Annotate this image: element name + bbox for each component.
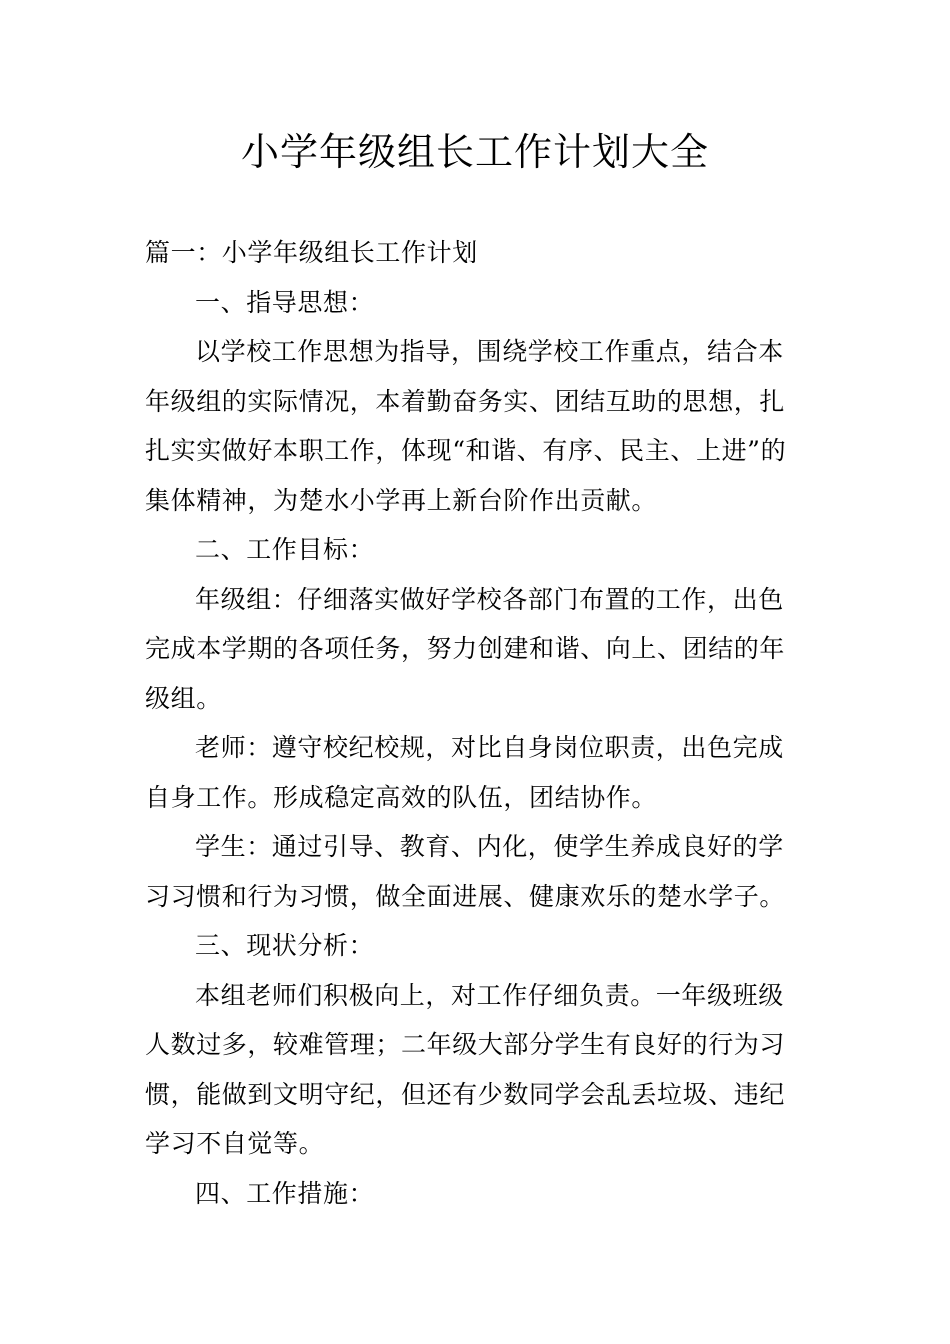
paragraph-teacher-goal: 老师：遵守校纪校规，对比自身岗位职责，出色完成自身工作。形成稳定高效的队伍，团结协作。	[145, 733, 784, 812]
paragraph-grade-group-goal: 年级组：仔细落实做好学校各部门布置的工作，出色完成本学期的各项任务，努力创建和谐、向上、团结的年级组。	[145, 584, 786, 713]
paragraph-situation-analysis: 本组老师们积极向上，对工作仔细负责。一年级班级人数过多，较难管理；二年级大部分学生有良好的行为习惯，能做到文明守纪，但还有少数同学会乱丢垃圾、违纪学习不自觉等。	[145, 980, 786, 1158]
document-title: 小学年级组长工作计划大全	[240, 130, 709, 174]
document-body	[145, 228, 805, 1218]
heading-situation-analysis: 三、现状分析：	[195, 931, 375, 960]
paragraph-guiding-ideology: 以学校工作思想为指导，围绕学校工作重点，结合本年级组的实际情况，本着勤奋务实、团结互助的思想，扎扎实实做好本职工作，体现“和谐、有序、民主、上进”的集体精神，为楚水小学再上新台阶作出贡献。	[145, 337, 787, 515]
section-title: 篇一：小学年级组长工作计划	[145, 238, 478, 267]
heading-work-goals: 二、工作目标：	[195, 535, 375, 564]
paragraph-student-goal: 学生：通过引导、教育、内化，使学生养成良好的学习习惯和行为习惯，做全面进展、健康欢乐的楚水学子。	[145, 832, 786, 911]
heading-guiding-ideology: 一、指导思想：	[195, 287, 375, 317]
heading-work-measures: 四、工作措施：	[195, 1178, 375, 1208]
